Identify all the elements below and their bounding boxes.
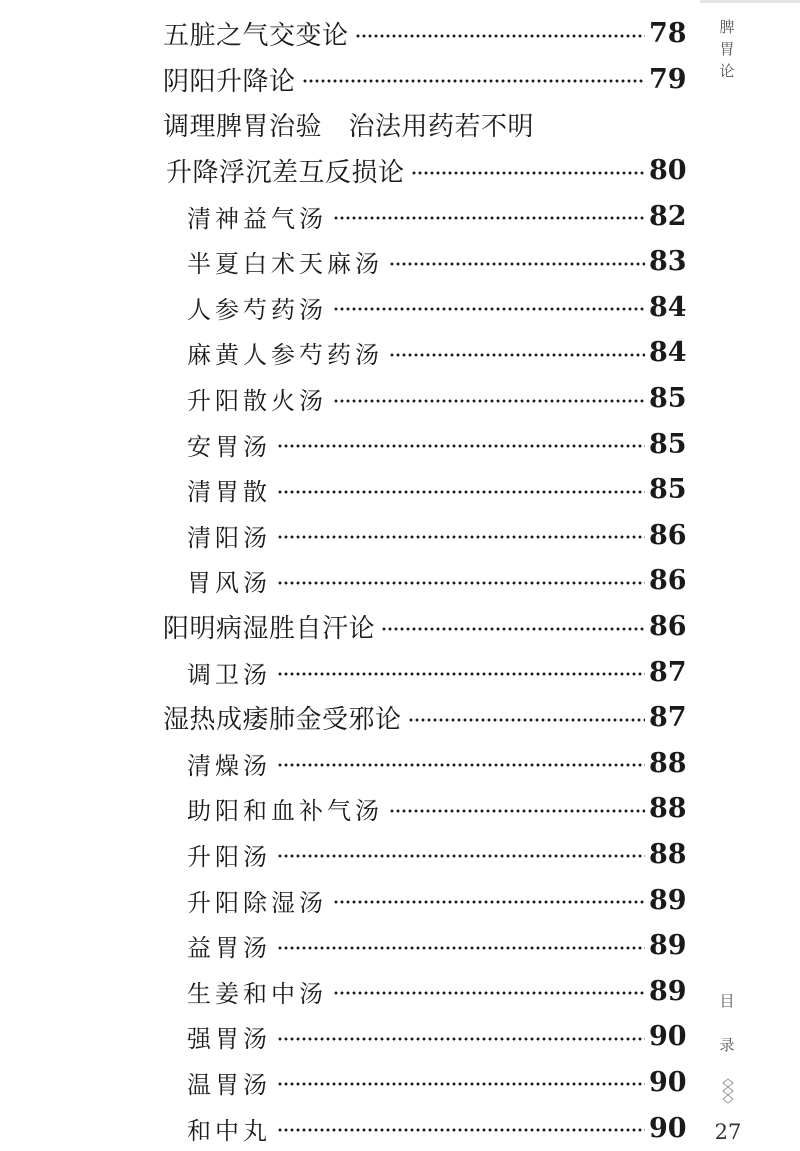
toc-entry[interactable] [163, 558, 685, 604]
toc-entry[interactable] [163, 832, 685, 878]
toc-entry-title: 麻黄人参芍药汤 [187, 341, 383, 370]
toc-entry-page: 87 [649, 702, 687, 734]
toc-entry[interactable] [163, 193, 685, 239]
toc-entry-title: 强胃汤 [187, 1025, 271, 1054]
toc-entry-page: 88 [649, 838, 687, 870]
toc-entry-page: 89 [649, 930, 687, 962]
toc-entry-page: 82 [649, 200, 687, 232]
toc-dot-leader [355, 34, 645, 38]
toc-entry[interactable] [163, 923, 685, 969]
toc-entry-title: 五脏之气交变论 [163, 21, 349, 52]
section-title-char: 录 [719, 1036, 735, 1054]
toc-dot-leader [381, 627, 645, 631]
toc-entry[interactable] [163, 421, 685, 467]
toc-dot-leader [333, 399, 645, 403]
toc-entry[interactable] [163, 330, 685, 376]
toc-dot-leader [277, 854, 645, 858]
toc-entry-page: 88 [649, 747, 687, 779]
toc-entry-title: 阳明病湿胜自汗论 [163, 614, 376, 645]
toc-entry[interactable] [163, 741, 685, 787]
toc-entry-page: 78 [649, 18, 687, 50]
toc-entry-page: 87 [649, 656, 687, 688]
toc-entry[interactable] [163, 1105, 685, 1151]
toc-entry[interactable] [163, 1014, 685, 1060]
toc-entry[interactable] [163, 604, 685, 650]
toc-entry-title: 阴阳升降论 [163, 66, 296, 97]
toc-entry[interactable] [163, 11, 685, 57]
toc-dot-leader [277, 763, 645, 767]
toc-entry-page: 86 [649, 519, 687, 551]
toc-entry-title: 清阳汤 [187, 523, 271, 552]
toc-entry-title: 温胃汤 [187, 1070, 271, 1099]
toc-dot-leader [277, 1037, 645, 1041]
running-book-title [712, 16, 742, 82]
toc-dot-leader [389, 353, 645, 357]
toc-entry-page: 84 [649, 291, 687, 323]
toc-entry[interactable] [163, 877, 685, 923]
toc-dot-leader [389, 262, 645, 266]
toc-entry-title: 升阳除湿汤 [187, 888, 327, 917]
toc-entry-title: 生姜和中汤 [187, 979, 327, 1008]
book-title-char: 胃 [719, 40, 735, 58]
toc-entry-page: 89 [649, 884, 687, 916]
toc-entry-page: 90 [649, 1021, 687, 1053]
toc-dot-leader [333, 900, 645, 904]
toc-dot-leader [333, 216, 645, 220]
toc-dot-leader [411, 171, 645, 175]
toc-entry-title: 和中丸 [187, 1116, 271, 1145]
toc-entry-title: 湿热成痿肺金受邪论 [163, 705, 402, 736]
toc-entry[interactable] [163, 695, 685, 741]
toc-entry-page: 90 [649, 1112, 687, 1144]
running-section-title [712, 986, 742, 1074]
toc-entry-page: 90 [649, 1066, 687, 1098]
toc-entry-title: 助阳和血补气汤 [187, 797, 383, 826]
toc-entry-title: 人参芍药汤 [187, 295, 327, 324]
toc-entry[interactable] [163, 285, 685, 331]
toc-entry-page: 85 [649, 428, 687, 460]
toc-entry-page: 85 [649, 474, 687, 506]
toc-entry-page: 89 [649, 975, 687, 1007]
toc-entry[interactable] [163, 57, 685, 103]
toc-dot-leader [277, 581, 645, 585]
toc-entry[interactable] [163, 148, 685, 194]
toc-entry[interactable] [163, 467, 685, 513]
toc-entry-page: 86 [649, 611, 687, 643]
toc-entry-page: 79 [649, 63, 687, 95]
toc-entry-title: 清胃散 [187, 478, 271, 507]
toc-entry-title: 半夏白术天麻汤 [187, 250, 383, 279]
toc-entry-page: 86 [649, 565, 687, 597]
toc-entry-page: 83 [649, 246, 687, 278]
toc-dot-leader [333, 991, 645, 995]
toc-entry[interactable] [163, 786, 685, 832]
toc-entry-title: 调卫汤 [187, 660, 271, 689]
book-title-char: 论 [719, 62, 735, 80]
toc-entry-title: 调理脾胃治验 治法用药若不明 [163, 112, 535, 143]
toc-entry-title: 胃风汤 [187, 569, 271, 598]
toc-dot-leader [277, 1082, 645, 1086]
toc-dot-leader [302, 79, 645, 83]
toc-entry-title: 升降浮沉差互反损论 [166, 158, 405, 189]
ornament-icon [720, 1078, 736, 1104]
table-of-contents [163, 11, 685, 1151]
toc-entry[interactable] [163, 376, 685, 422]
toc-dot-leader [389, 809, 645, 813]
toc-dot-leader [277, 946, 645, 950]
section-title-char: 目 [719, 992, 735, 1010]
toc-entry[interactable] [163, 968, 685, 1014]
toc-entry-page: 84 [649, 337, 687, 369]
book-title-char: 脾 [719, 18, 735, 36]
toc-dot-leader [277, 444, 645, 448]
toc-entry-title: 清燥汤 [187, 751, 271, 780]
toc-dot-leader [333, 307, 645, 311]
toc-entry-page: 88 [649, 793, 687, 825]
toc-dot-leader [408, 718, 645, 722]
toc-dot-leader [277, 1128, 645, 1132]
toc-entry-page: 80 [649, 155, 687, 187]
toc-dot-leader [277, 490, 645, 494]
toc-entry[interactable] [163, 513, 685, 559]
toc-dot-leader [277, 672, 645, 676]
toc-entry[interactable] [163, 649, 685, 695]
toc-entry-page: 85 [649, 383, 687, 415]
toc-entry-title: 安胃汤 [187, 432, 271, 461]
page-number: 27 [714, 1120, 742, 1144]
toc-entry-title: 升阳汤 [187, 842, 271, 871]
toc-dot-leader [277, 535, 645, 539]
toc-entry-title: 升阳散火汤 [187, 387, 327, 416]
toc-entry[interactable] [163, 239, 685, 285]
toc-entry[interactable] [163, 1060, 685, 1106]
toc-entry-title: 益胃汤 [187, 934, 271, 963]
top-edge-accent [700, 0, 800, 3]
toc-entry[interactable] [163, 102, 685, 148]
toc-entry-title: 清神益气汤 [187, 204, 327, 233]
